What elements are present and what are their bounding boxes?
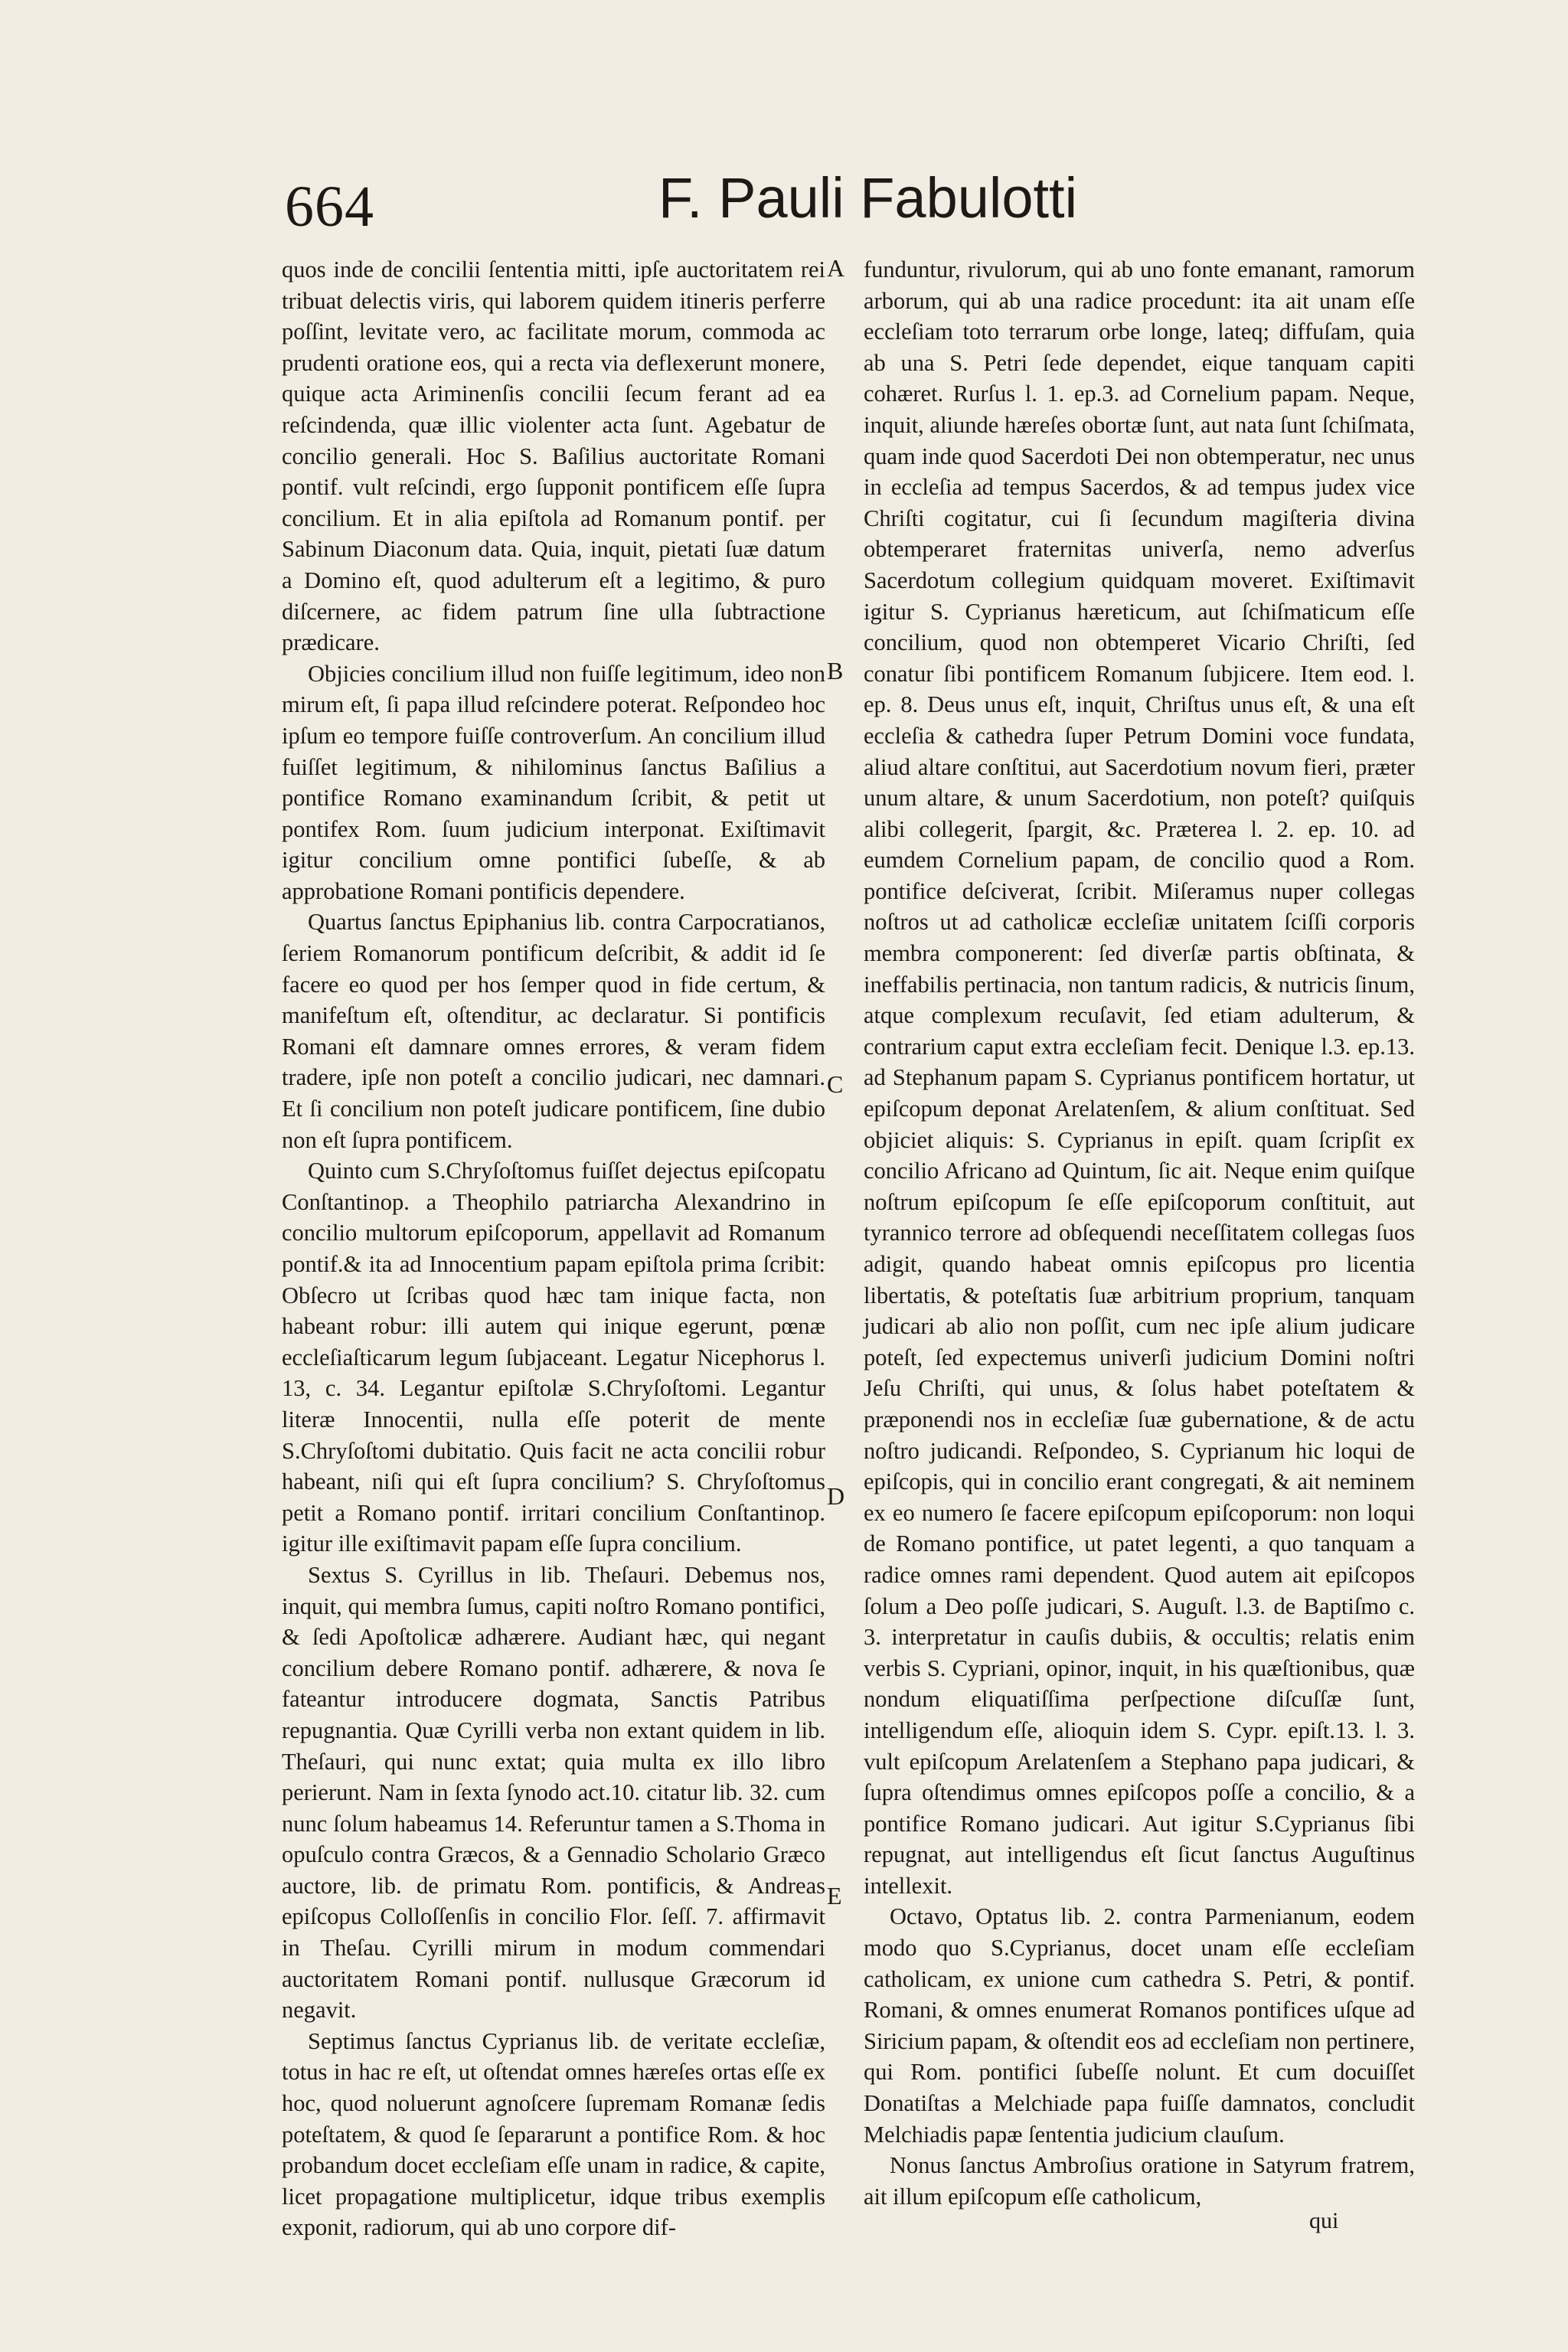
paragraph: Nonus ſanctus Ambroſius oratione in Satyrum fratrem, ait illum epiſcopum eſſe catholicum, bbox=[864, 2152, 1415, 2210]
paragraph: Sextus S. Cyrillus in lib. Theſauri. Debemus nos, inquit, qui membra ſumus, capiti noſtro Romano pontifici, & ſedi Apoſtolicæ adhærere. Audiant hæc, qui negant concilium debere Romano pontif. adhærere, & nova ſe fateantur introducere dogmata, Sanctis Patribus repugnantia. Quæ Cyrilli verba non extant quidem in lib. Theſauri, qui nunc extat; quia multa ex illo libro perierunt. Nam in ſexta ſynodo act.10. citatur lib. 32. cum nunc ſolum habeamus 14. Referuntur tamen a S.Thoma in opuſculo contra Græcos, & a Gennadio Scholario Græco auctore, lib. de primatu Rom. pontificis, & Andreas epiſcopus Colloſſenſis in concilio Flor. ſeſſ. 7. affirmavit in Theſau. Cyrilli mirum in modum commendari auctoritatem Romani pontif. nullusque Græcorum id negavit. bbox=[282, 1561, 825, 2024]
paragraph: Quinto cum S.Chryſoſtomus fuiſſet dejectus epiſcopatu Conſtantinop. a Theophilo patriarcha Alexandrino in concilio multorum epiſcoporum, appellavit ad Romanum pontif.& ita ad Innocentium papam epiſtola prima ſcribit: Obſecro ut ſcribas quod hæc tam inique facta, non habeant robur: illi autem qui inique egerunt, pœnæ eccleſiaſticarum legum ſubjaceant. Legatur Nicephorus l. 13, c. 34. Legantur epiſtolæ S.Chryſoſtomi. Legantur literæ Innocentii, nulla eſſe poterit de mente S.Chryſoſtomi dubitatio. Quis facit ne acta concilii robur habeant, niſi qui eſt ſupra concilium? S. Chryſoſtomus petit a Romano pontif. irritari concilium Conſtantinop. igitur ille exiſtimavit papam eſſe ſupra concilium. bbox=[282, 1158, 825, 1557]
margin-letter-d: D bbox=[827, 1482, 845, 1510]
catchword: qui bbox=[1309, 2208, 1339, 2233]
margin-letter-c: C bbox=[827, 1070, 844, 1098]
paragraph: funduntur, rivulorum, qui ab uno fonte emanant, ramorum arborum, qui ab una radice procedunt: ita ait unam eſſe eccleſiam toto terrarum orbe longe, lateq; diffuſam, quia ab una S. Petri ſede dependet, eique tanquam capiti cohæret. Rurſus l. 1. ep.3. ad Cornelium papam. Neque, inquit, aliunde hæreſes obortæ ſunt, aut nata ſunt ſchiſmata, quam inde quod Sacerdoti Dei non obtemperatur, nec unus in eccleſia ad tempus Sacerdos, & ad tempus judex vice Chriſti cogitatur, cui ſi ſecundum magiſteria divina obtemperaret fraternitas univerſa, nemo adverſus Sacerdotum collegium quidquam moveret. Exiſtimavit igitur S. Cyprianus hæreticum, aut ſchiſmaticum eſſe concilium, quod non obtemperet Vicario Chriſti, ſed conatur ſibi pontificem Romanum ſubjicere. Item eod. l. ep. 8. Deus unus eſt, inquit, Chriſtus unus eſt, & una eſt eccleſia & cathedra ſuper Petrum Domini voce fundata, aliud altare conſtitui, aut Sacerdotium novum fieri, præter unum altare, & unum Sacerdotium, non poteſt? quiſquis alibi collegerit, ſpargit, &c. Præterea l. 2. ep. 10. ad eumdem Cornelium papam, de concilio quod a Rom. pontifice deſciverat, ſcribit. Miſeramus nuper collegas noſtros ut ad catholicæ eccleſiæ unitatem ſciſſi corporis membra componerent: ſed diverſæ partis obſtinata, & ineffabilis pertinacia, non tantum radicis, & nutricis ſinum, atque complexum recuſavit, ſed etiam adulterum, & contrarium caput extra eccleſiam fecit. Denique l.3. ep.13. ad Stephanum papam S. Cyprianus pontificem hortatur, ut epiſcopum deponat Arelatenſem, & alium conſtituat. Sed objiciet aliquis: S. Cyprianus in epiſt. quam ſcripſit ex concilio Africano ad Quintum, ſic ait. Neque enim quiſque noſtrum epiſcopum ſe eſſe epiſcoporum conſtituit, aut tyrannico terrore ad obſequendi neceſſitatem collegas ſuos adigit, quando habeat omnis epiſcopus pro licentia libertatis, & poteſtatis ſuæ arbitrium proprium, tanquam judicari ab alio non poſſit, cum nec ipſe alium judicare poteſt, ſed expectemus univerſi judicium Domini noſtri Jeſu Chriſti, qui unus, & ſolus habet poteſtatem & præponendi nos in eccleſiæ ſuæ gubernatione, & de actu noſtro judicandi. Reſpondeo, S. Cyprianum hic loqui de epiſcopis, qui in concilio erant congregati, & ait neminem ex eo numero ſe facere epiſcopum epiſcoporum: non loqui de Romano pontifice, ut patet legenti, a quo tanquam a radice omnes rami dependent. Quod autem ait epiſcopos ſolum a Deo poſſe judicari, S. Auguſt. l.3. de Baptiſmo c. 3. interpretatur in cauſis dubiis, & occultis; relatis enim verbis S. Cypriani, opinor, inquit, in his quæſtionibus, quæ nondum eliquatiſſima perſpectione diſcuſſæ ſunt, intelligendum eſſe, alioquin idem S. Cypr. epiſt.13. l. 3. vult epiſcopum Arelatenſem a Stephano papa judicari, & ſupra oſtendimus omnes epiſcopos poſſe a concilio, & a pontifice Romano judicari. Aut igitur S.Cyprianus ſibi repugnat, aut intelligendus eſt ſicut ſanctus Auguſtinus intellexit. bbox=[864, 256, 1415, 1899]
left-text-column bbox=[282, 254, 825, 2243]
right-text-column bbox=[864, 254, 1415, 2212]
running-head: F. Pauli Fabulotti bbox=[658, 166, 1078, 230]
margin-letter-e: E bbox=[827, 1882, 842, 1909]
margin-letter-b: B bbox=[827, 657, 844, 684]
margin-letter-a: A bbox=[827, 254, 845, 282]
paragraph: Objicies concilium illud non fuiſſe legitimum, ideo non mirum eſt, ſi papa illud reſcindere poterat. Reſpondeo hoc ipſum eo tempore fuiſſe controverſum. An concilium illud fuiſſet legitimum, & nihilominus ſanctus Baſilius a pontifice Romano examinandum ſcribit, & petit ut pontifex Rom. ſuum judicium interponat. Exiſtimavit igitur concilium omne pontifici ſubeſſe, & ab approbatione Romani pontificis dependere. bbox=[282, 660, 825, 904]
paragraph: quos inde de concilii ſententia mitti, ipſe auctoritatem rei tribuat delectis viris, qui laborem quidem itineris perferre poſſint, levitate vero, ac facilitate morum, commoda ac prudenti oratione eos, qui a recta via deflexerunt monere, quique acta Ariminenſis concilii ſecum ferant ad ea reſcindenda, quæ illic violenter acta ſunt. Agebatur de concilio generali. Hoc S. Baſilius auctoritate Romani pontif. vult reſcindi, ergo ſupponit pontificem eſſe ſupra concilium. Et in alia epiſtola ad Romanum pontif. per Sabinum Diaconum data. Quia, inquit, pietati ſuæ datum a Domino eſt, quod adulterum eſt a legitimo, & puro diſcernere, ac fidem patrum ſine ulla ſubtractione prædicare. bbox=[282, 256, 825, 656]
paragraph: Octavo, Optatus lib. 2. contra Parmenianum, eodem modo quo S.Cyprianus, docet unam eſſe eccleſiam catholicam, ex unione cum cathedra S. Petri, & pontif. Romani, & omnes enumerat Romanos pontifices uſque ad Siricium papam, & oſtendit eos ad eccleſiam non pertinere, qui Rom. pontifici ſubeſſe nolunt. Et cum docuiſſet Donatiſtas a Melchiade papa fuiſſe damnatos, concludit Melchiadis papæ ſententia judicium clauſum. bbox=[864, 1903, 1415, 2148]
paragraph: Septimus ſanctus Cyprianus lib. de veritate eccleſiæ, totus in hac re eſt, ut oſtendat omnes hæreſes ortas eſſe ex hoc, quod noluerunt agnoſcere ſupremam Romanæ ſedis poteſtatem, & quod ſe ſepararunt a pontifice Rom. & hoc probandum docet eccleſiam eſſe unam in radice, & capite, licet propagatione multiplicetur, idque tribus exemplis exponit, radiorum, qui ab uno corpore dif- bbox=[282, 2027, 825, 2241]
paragraph: Quartus ſanctus Epiphanius lib. contra Carpocratianos, ſeriem Romanorum pontificum deſcribit, & addit id ſe facere eo quod per hos ſemper quod in fide certum, & manifeſtum eſt, oſtenditur, ac declaratur. Si pontificis Romani eſt damnare omnes errores, & veram fidem tradere, ipſe non poteſt a concilio judicari, nec damnari. Et ſi concilium non poteſt judicare pontificem, ſine dubio non eſt ſupra pontificem. bbox=[282, 909, 825, 1153]
page-number: 664 bbox=[285, 175, 374, 239]
